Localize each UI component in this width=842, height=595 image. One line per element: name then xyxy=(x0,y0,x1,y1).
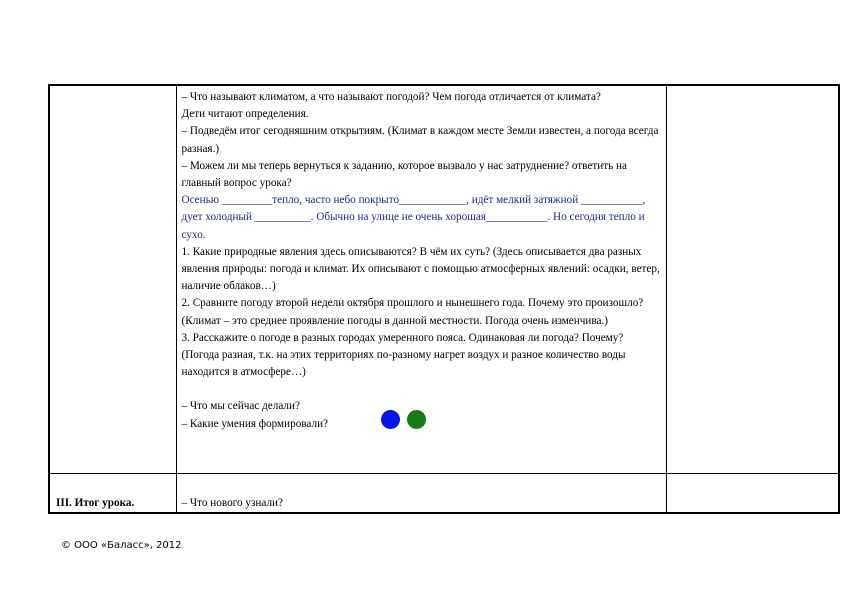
table-row xyxy=(49,473,839,513)
activity-cell xyxy=(176,85,666,473)
activity-line: 2. Сравните погоду второй недели октября прошлого и нынешнего года. Почему это произошло? (Климат – это среднее проявление погоды в данной местности. Погода очень изменчива.) xyxy=(181,297,644,327)
stage-cell xyxy=(49,473,176,513)
reflection-question: – Что мы сейчас делали? xyxy=(181,400,300,413)
fill-in-text: Осенью _________тепло, часто небо покрыто____________, идёт мелкий затяжной ___________, дует холодный __________. Обычно на улице не очень хорошая___________. Но сегодня тепло и сухо. xyxy=(181,194,646,241)
activity-line: – Что называют климатом, а что называют погодой? Чем погода отличается от климата? xyxy=(181,91,601,103)
activity-line: – Можем ли мы теперь вернуться к заданию, которое вызвало у нас затруднение? ответить на главный вопрос урока? xyxy=(181,159,627,190)
lesson-table xyxy=(48,84,840,514)
reflection-row xyxy=(182,416,662,433)
table-row xyxy=(49,85,839,473)
activity-line: – Что нового узнали? xyxy=(181,496,283,509)
notes-cell xyxy=(666,473,839,513)
activity-cell xyxy=(176,473,666,513)
reflection-question: – Какие умения формировали? xyxy=(181,417,329,430)
copyright-footer: © ООО «Баласс», 2012 xyxy=(61,540,182,551)
blank-line xyxy=(182,381,662,398)
stage-cell xyxy=(49,85,176,473)
green-circle-icon xyxy=(407,410,426,429)
blue-circle-icon xyxy=(381,410,400,429)
activity-line: Дети читают определения. xyxy=(181,108,309,121)
activity-line: 3. Расскажите о погоде в разных городах умеренного пояса. Одинаковая ли погода? Почему? (Погода разная, т.к. на этих территориях по-разному нагрет воздух и разное количество воды находится в атмосфере…) xyxy=(181,331,626,379)
activity-line: 1. Какие природные явления здесь описываются? В чём их суть? (Здесь описывается два разных явления природы: погода и климат. Их описывают с помощью атмосферных явлений: осадки, ветер, наличие облаков…) xyxy=(181,245,660,293)
activity-line: – Подведём итог сегодняшним открытиям. (Климат в каждом месте Земли известен, а погода всегда разная.) xyxy=(181,125,659,155)
stage-label: III. Итог урока. xyxy=(56,496,135,509)
notes-cell xyxy=(666,85,839,473)
